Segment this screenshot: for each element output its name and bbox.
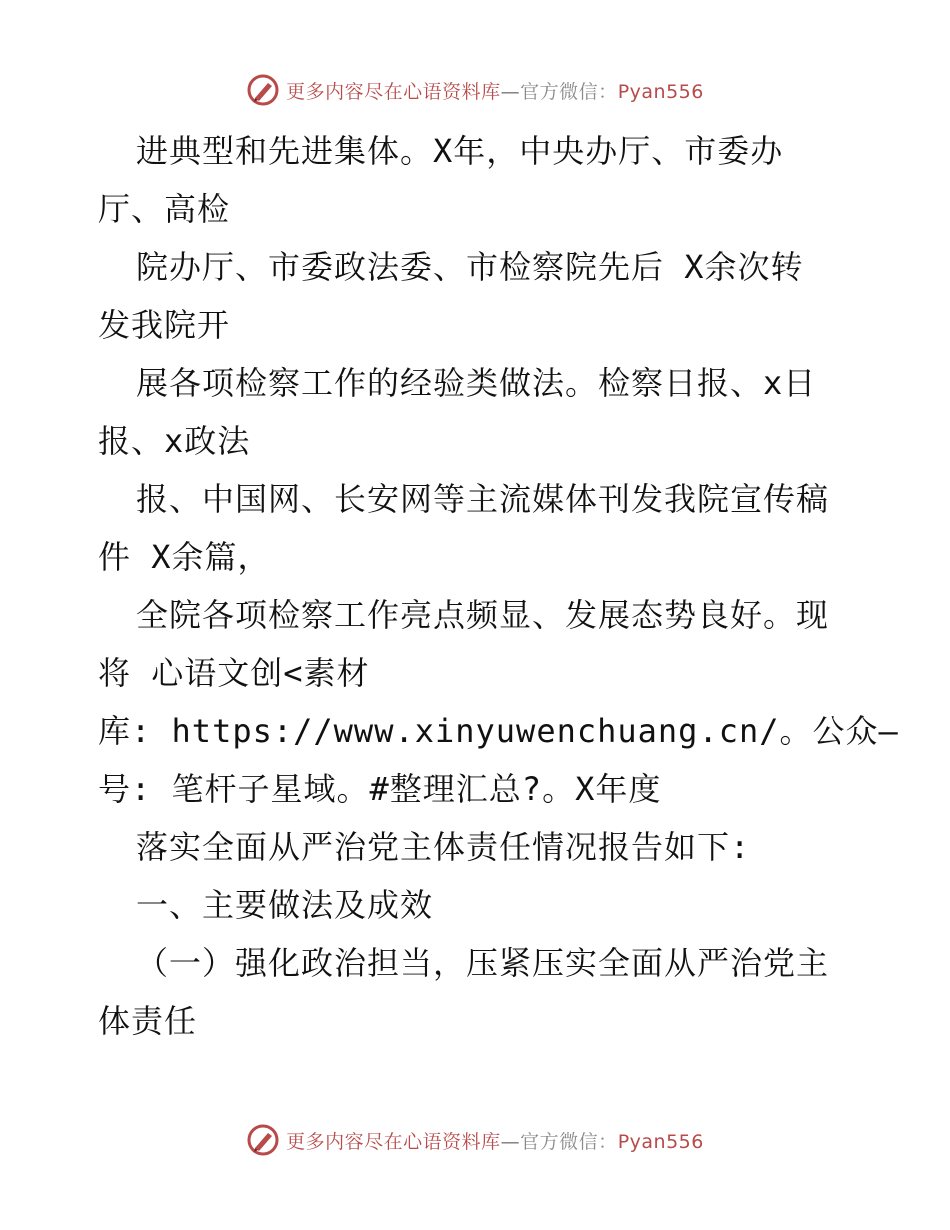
footer-banner-text <box>286 1127 704 1154</box>
pen-logo-icon <box>246 73 280 107</box>
body-line: 院办厅、市委政法委、市检察院先后 X余次转 <box>136 248 804 286</box>
footer-banner-inner <box>246 1123 704 1157</box>
document-body <box>98 122 899 1050</box>
header-wechat-label: 官方微信： <box>520 80 618 103</box>
body-line: 报、x政法 <box>98 422 251 460</box>
footer-banner <box>0 1120 950 1160</box>
header-banner-inner <box>246 73 704 107</box>
footer-wechat-label: 官方微信： <box>520 1130 618 1153</box>
body-line: 落实全面从严治党主体责任情况报告如下: <box>136 828 751 866</box>
subsection-heading: （一）强化政治担当，压紧压实全面从严治党主 <box>136 944 830 982</box>
header-banner-text <box>286 77 704 104</box>
body-line: 展各项检察工作的经验类做法。检察日报、x日 <box>136 364 817 402</box>
body-line: 厅、高检 <box>98 190 231 228</box>
body-line: 全院各项检察工作亮点频显、发展态势良好。现 <box>136 596 830 634</box>
header-wechat-id: Pyan556 <box>617 80 704 103</box>
footer-dash: — <box>500 1130 521 1153</box>
body-line: 进典型和先进集体。X年，中央办厅、市委办 <box>136 132 784 170</box>
header-banner <box>0 70 950 110</box>
body-line: 库: https://www.xinyuwenchuang.cn/。公众— <box>98 712 899 750</box>
body-line: 报、中国网、长安网等主流媒体刊发我院宣传稿 <box>136 480 830 518</box>
header-dash: — <box>500 80 521 103</box>
body-line: 体责任 <box>98 1002 198 1040</box>
pen-logo-icon <box>246 1123 280 1157</box>
footer-wechat-id: Pyan556 <box>617 1130 704 1153</box>
footer-site-name: 更多内容尽在心语资料库 <box>286 1130 501 1153</box>
section-heading: 一、主要做法及成效 <box>136 886 434 924</box>
header-site-name: 更多内容尽在心语资料库 <box>286 80 501 103</box>
body-line: 件 X余篇， <box>98 538 271 576</box>
body-line: 号: 笔杆子星域。#整理汇总?。X年度 <box>98 770 662 808</box>
body-line: 发我院开 <box>98 306 231 344</box>
body-line: 将 心语文创<素材 <box>98 654 370 692</box>
